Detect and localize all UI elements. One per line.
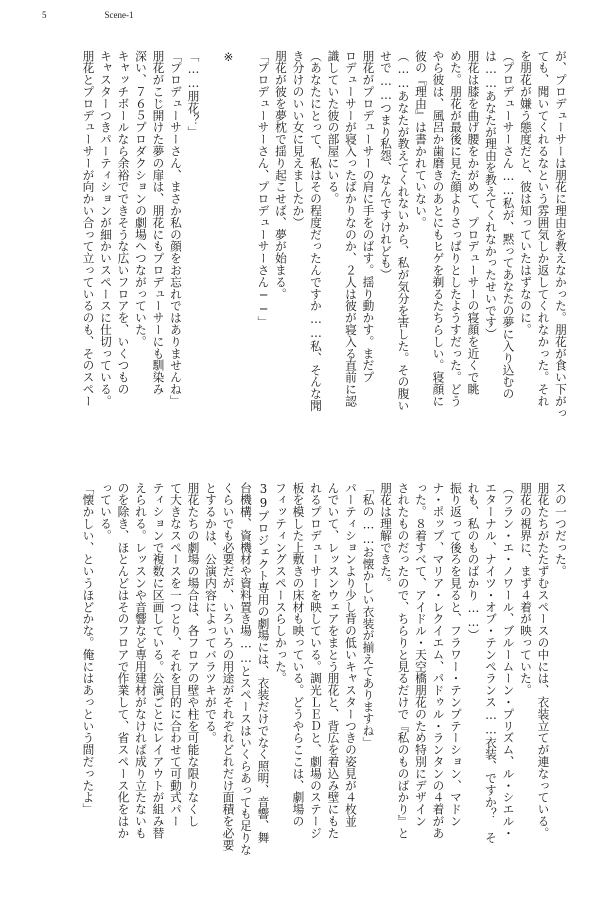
text-line: が、プロデューサーは朋花に理由を教えなかった。朋花が食い下がっ: [554, 50, 568, 419]
text-line: 台機構、資機材や資料置き場……とスペースはいくらあっても足りな: [239, 482, 253, 856]
text-line: 「……朋花？」: [186, 50, 201, 138]
text-line: 朋花がこじ開けた夢の扉は、朋花にもプロデューサーにも馴染み: [151, 50, 166, 396]
text-line: エターナル、ナイツ・オブ・テンペランス……衣装、ですか？ そ: [484, 482, 498, 844]
text-line: 朋花は理解できた。: [379, 482, 393, 590]
text-line: ロデューサーが寝入ったばかりなのか、２人は彼が寝入る直前に認: [344, 50, 358, 407]
text-line: 「懐かしい、というほどかな。俺にはあっという間だったよ」: [81, 482, 96, 816]
text-line: めた。朋花が最後に見た顔よりさっぱりとしたようすだった。どう: [449, 50, 463, 407]
text-line: 識していた彼の部屋にいる。: [326, 50, 341, 205]
text-line: 朋花は膝を曲げ腰をかがめて、プロデューサーの寝顔を近くで眺: [466, 50, 481, 396]
text-line: パーティションより少し背の低いキャスターつきの姿見が４枚並: [344, 482, 358, 828]
text-line: ティションで複数に区画している。公演ごとにレイアウトが組み替: [151, 482, 166, 839]
text-line: えられる。レッスンや音響など専用建材がなければ成り立たないも: [134, 482, 148, 839]
text-line: （プロデューサーさん……私が、黙ってあなたの夢に入り込むの: [501, 50, 516, 400]
text-line: 彼の『理由』は書かれていない。: [414, 50, 428, 229]
text-line: 「プロデューサーさん、まさか私の顔をお忘れではありませんね」: [169, 50, 183, 407]
text-line: 「プロデューサーさん、プロデューサーさん──」: [256, 50, 271, 329]
text-line: スの一つだった。: [554, 482, 568, 578]
text-line: れるプロデューサーを映している。調光ＬＥＤと、劇場のステージ: [309, 482, 323, 839]
upper-text-block: [39, 50, 569, 434]
text-line: 朋花たちがたたずむスペースの中には、衣装立てが連なっている。: [536, 482, 551, 839]
text-line: は……あなたが理由を教えてくれなかったせいです）: [484, 50, 498, 341]
text-line: て大きなスペースを一つとり、それを目的に合わせて可動式パー: [169, 482, 183, 828]
text-line: を朋花が嫌う態度だと、彼は知っていたはずなのに。: [519, 50, 533, 336]
text-line: れも、私のものばかり……）: [466, 482, 481, 642]
text-line: ナ・ポップ、マリア・レクイエム、パドゥル・ランタンの４着があ: [431, 482, 446, 839]
text-line: 振り返って後ろを見ると、フラワー・テンプテーション、マドン: [449, 482, 463, 828]
text-line: んでいて、レッスンウェアをまとう朋花と、背広を着込み壁にもた: [326, 482, 341, 839]
text-line: （あなたにとって、私はその程度だったんですか……私、そんな聞: [309, 50, 323, 412]
page-number: 5: [42, 10, 47, 20]
text-line: キャッチボールなら余裕でできそうな広いフロアを、いくつもの: [116, 50, 131, 396]
text-line: 朋花たちの劇場の場合は、各フロアの壁や柱を可能な限りなくし: [186, 482, 201, 828]
text-line: されたものだったので、ちらりと見るだけで『私のものばかり』と: [396, 482, 411, 839]
text-line: ※: [221, 50, 236, 65]
text-line: 深い、７６５プロダクションの劇場へつながっていた。: [134, 50, 148, 348]
text-line: （フラン・エ・ノワール、ブルームーン・プリズム、ル・シエル・: [501, 482, 516, 839]
page-header: [42, 10, 134, 20]
text-line: やら彼は、風呂か歯磨きのあとにもヒゲを剃るたちらしい。寝顔に: [431, 50, 446, 407]
text-line: 朋花の視界に、まず４着が映っていた。: [519, 482, 533, 697]
text-line: 朋花とプロデューサーが向かい合って立っているのも、そのスペー: [81, 50, 96, 407]
text-line: （……あなたが教えてくれないから、私が気分を害した。その腹い: [396, 50, 411, 412]
text-line: [237, 50, 255, 434]
section-title: Scene-1: [104, 10, 134, 20]
text-line: った。８着すべて、アイドル・天空橋朋花のため特別にデザイン: [414, 482, 428, 828]
text-line: のを除き、ほとんどはそのフロアで作業して、省スペース化をはか: [116, 482, 131, 839]
text-line: とするかは、公演内容によってバラツキがでる。: [204, 482, 218, 744]
text-line: くらいでも必要だが、いろいろの用途がそれぞれどれだけ面積を必要: [221, 482, 236, 851]
text-line: キャスターつきパーティションが細かいスペースに仕切っている。: [99, 50, 113, 407]
text-line: フィッティングスペースらしかった。: [274, 482, 288, 685]
lower-text-block: [39, 482, 569, 870]
text-line: 朋花がプロデューサーの肩に手をのばす。揺り動かす。まだプ: [361, 50, 376, 384]
text-line: せで……つまり私怨、なんですけれども）: [379, 50, 393, 281]
text-line: ても、聞いてくれるなという雰囲気しか返してくれなかった。それ: [536, 50, 551, 407]
text-line: 朋花が彼を夢枕で揺り起こせば、夢が始まる。: [274, 50, 288, 300]
text-line: 39プロジェクト専用の劇場には、衣装だけでなく照明、音響、舞: [256, 482, 271, 844]
text-line: っている。: [99, 482, 113, 542]
text-line: き分けのいい女に見えましたか）: [291, 50, 306, 229]
text-line: 「私の……お懐かしい衣装が揃えてありますね」: [361, 482, 376, 749]
text-line: [202, 50, 220, 434]
text-line: 板を模した上敷きの床材も映っている。どうやらここは、劇場の: [291, 482, 306, 828]
